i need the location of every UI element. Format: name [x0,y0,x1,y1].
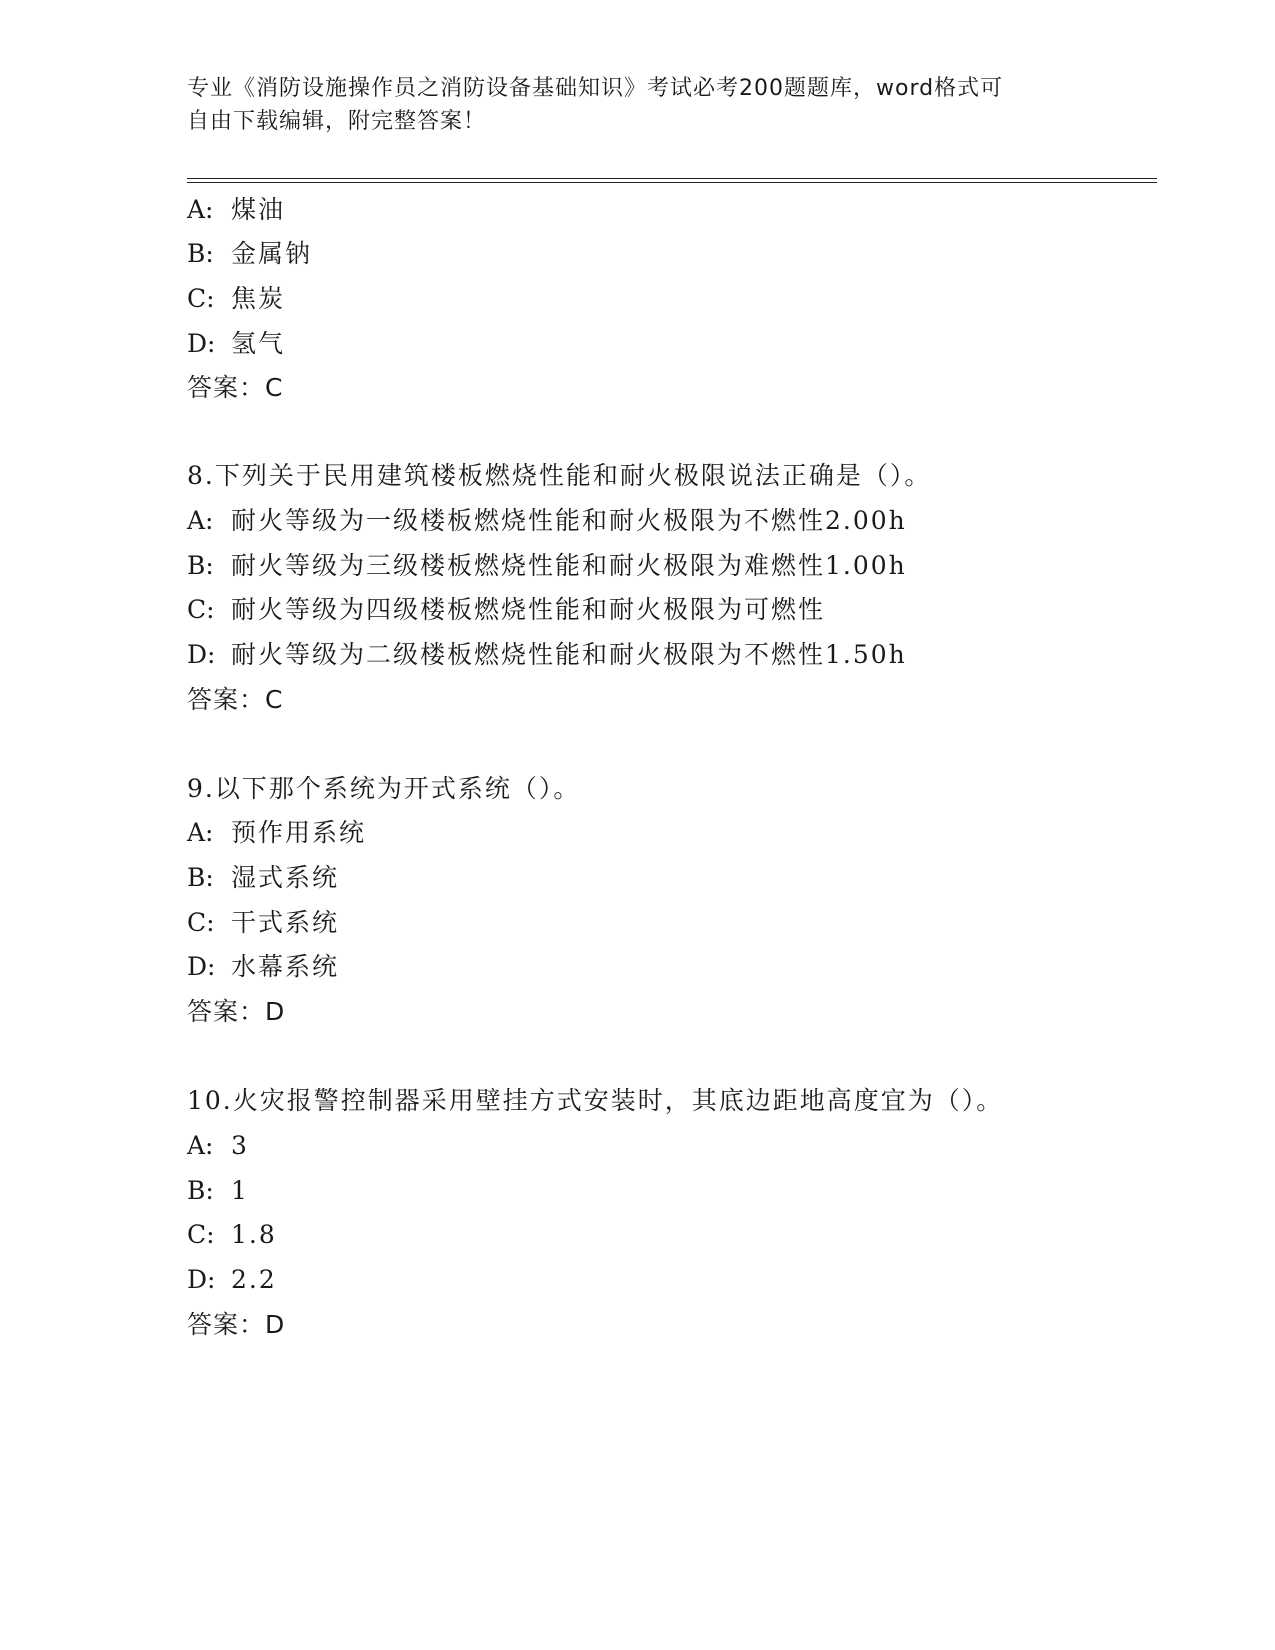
q7-option-c [187,283,285,315]
option-letter: D: [187,1265,216,1294]
q9-option-a [187,817,366,849]
q8-option-b [187,550,907,582]
q10-question: 10.火灾报警控制器采用壁挂方式安装时，其底边距地高度宜为（）。 [187,1086,1004,1115]
option-letter: C: [187,1220,215,1249]
q9-option-d [187,951,339,983]
option-text: 氢气 [231,329,286,358]
option-letter: D: [187,640,216,669]
option-text: 耐火等级为三级楼板燃烧性能和耐火极限为难燃性1.00h [231,551,907,580]
option-text: 1.8 [231,1220,277,1249]
option-letter: B: [187,1176,214,1205]
option-text: 预作用系统 [231,818,367,847]
option-text: 煤油 [231,195,286,224]
option-letter: B: [187,551,214,580]
q10-option-a [187,1130,249,1162]
option-text: 耐火等级为四级楼板燃烧性能和耐火极限为可燃性 [231,595,826,624]
option-text: 耐火等级为二级楼板燃烧性能和耐火极限为不燃性1.50h [231,640,907,669]
q10-answer: 答案：D [187,1310,286,1339]
q8-option-c [187,594,825,626]
option-letter: A: [187,195,214,224]
option-text: 水幕系统 [231,952,340,981]
option-letter: A: [187,506,214,535]
option-letter: C: [187,908,215,937]
document-header [187,72,1087,138]
option-text: 耐火等级为一级楼板燃烧性能和耐火极限为不燃性2.00h [231,506,907,535]
option-text: 金属钠 [231,239,313,268]
q7-answer: 答案：C [187,373,284,402]
q8-option-d [187,639,907,671]
option-text: 湿式系统 [231,863,340,892]
option-letter: B: [187,863,214,892]
q7-option-b [187,238,312,270]
option-text: 干式系统 [231,908,340,937]
header-line-1: 专业《消防设施操作员之消防设备基础知识》考试必考200题题库，word格式可 [187,76,1004,101]
header-line-2: 自由下载编辑，附完整答案！ [187,109,487,134]
option-letter: A: [187,1131,214,1160]
option-letter: C: [187,595,215,624]
option-text: 1 [231,1176,249,1205]
q9-option-c [187,907,339,939]
header-divider [187,178,1157,183]
option-text: 3 [231,1131,249,1160]
q7-option-a [187,194,285,226]
q8-answer: 答案：C [187,685,284,714]
q8-option-a [187,505,907,537]
q10-option-c [187,1219,277,1251]
option-letter: A: [187,818,214,847]
q9-answer: 答案：D [187,997,286,1026]
q9-option-b [187,862,339,894]
option-letter: C: [187,284,215,313]
q10-option-b [187,1175,249,1207]
option-text: 2.2 [231,1265,277,1294]
option-letter: D: [187,329,216,358]
option-letter: D: [187,952,216,981]
option-letter: B: [187,239,214,268]
option-text: 焦炭 [231,284,286,313]
q8-question: 8.下列关于民用建筑楼板燃烧性能和耐火极限说法正确是（）。 [187,461,932,490]
q9-question: 9.以下那个系统为开式系统（）。 [187,774,581,803]
q10-option-d [187,1264,277,1296]
q7-option-d [187,328,285,360]
